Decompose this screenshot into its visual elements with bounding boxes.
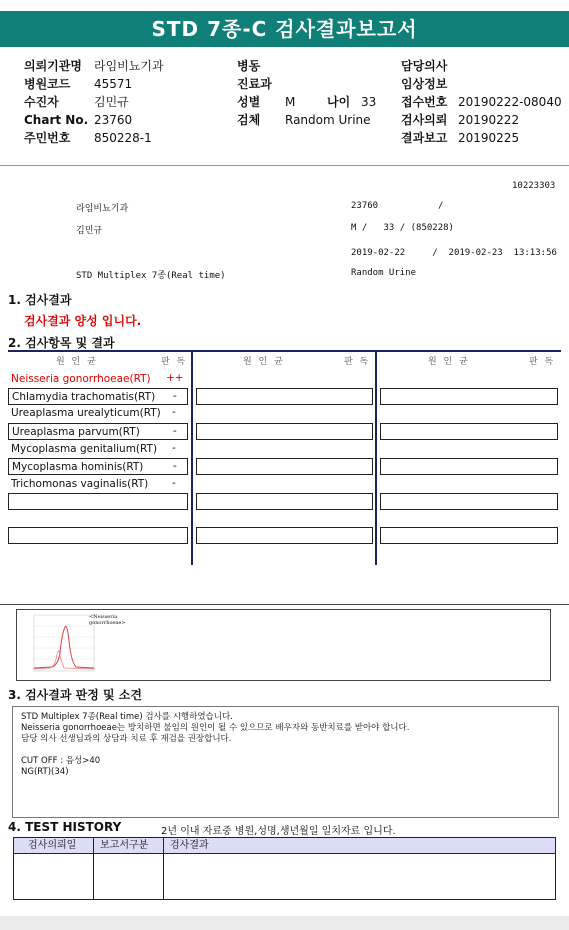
empty-row bbox=[196, 423, 373, 440]
header-row bbox=[24, 57, 164, 75]
field-label: 접수번호 bbox=[401, 95, 448, 109]
judgement-text-box: STD Multiplex 7종(Real time) 검사를 시행하였습니다. Neisseria gonorrhoeae는 방치하면 불임의 원인이 될 수 있으므로 배우자와 동반치료를 받아야 합니다. 담당 의사 선생님과의 상담과 치료 후 재검을 권장합니다. CUT OFF : 음성>40 NG(RT)(34) bbox=[12, 706, 559, 818]
field-value: 김민규 bbox=[94, 95, 129, 109]
col-header-pathogen: 원 인 균 bbox=[56, 357, 98, 367]
col-header-judge: 판 독 bbox=[529, 357, 556, 367]
header-row bbox=[401, 111, 562, 129]
header-divider bbox=[0, 165, 569, 166]
field-label: 결과보고 bbox=[401, 131, 448, 145]
result-row bbox=[8, 371, 188, 388]
empty-row bbox=[196, 458, 373, 475]
pathogen-result: ++ bbox=[166, 372, 184, 384]
col-header-judge: 판 독 bbox=[344, 357, 371, 367]
field-value: 23760 bbox=[94, 113, 133, 127]
specimen-value: Random Urine bbox=[285, 113, 371, 127]
field-value: 라임비뇨기과 bbox=[94, 59, 164, 73]
amplification-curve-graph bbox=[24, 613, 96, 679]
sex-label: 성별 bbox=[237, 95, 261, 109]
pathogen-result: - bbox=[172, 406, 176, 418]
pathogen-result: - bbox=[172, 442, 176, 454]
empty-row bbox=[380, 458, 558, 475]
history-note: 2년 이내 자료중 병원,성명,생년월일 일치자료 입니다. bbox=[161, 826, 396, 837]
pathogen-name: Mycoplasma hominis(RT) bbox=[12, 461, 144, 473]
col-header-pathogen: 원 인 균 bbox=[428, 357, 470, 367]
field-label: 담당의사 bbox=[401, 59, 448, 73]
result-row bbox=[8, 441, 188, 458]
field-value: 850228-1 bbox=[94, 131, 152, 145]
field-value: 20190222-08040 bbox=[458, 95, 562, 109]
sex-value: M bbox=[285, 95, 296, 109]
section1-title: 1. 검사결과 bbox=[8, 293, 72, 307]
field-label: 주민번호 bbox=[24, 131, 71, 145]
report-title: STD 7종-C 검사결과보고서 bbox=[0, 11, 569, 47]
pathogen-name: Neisseria gonorrhoeae(RT) bbox=[11, 373, 151, 385]
empty-row bbox=[196, 527, 373, 544]
detail-patient: 김민규 bbox=[76, 226, 103, 236]
empty-row bbox=[380, 493, 558, 510]
field-label: 의뢰기관명 bbox=[24, 59, 82, 73]
empty-row bbox=[380, 423, 558, 440]
empty-row bbox=[380, 527, 558, 544]
field-value: 20190222 bbox=[458, 113, 520, 127]
detail-chart: 23760 bbox=[351, 201, 379, 211]
result-summary: 검사결과 양성 입니다. bbox=[24, 314, 142, 328]
svg-text:·: · bbox=[25, 647, 26, 651]
history-col-result: 검사결과 bbox=[170, 840, 209, 851]
field-label: 수진자 bbox=[24, 95, 59, 109]
result-row bbox=[8, 388, 188, 405]
grid-divider bbox=[191, 350, 193, 565]
section-divider bbox=[0, 604, 569, 605]
header-row bbox=[24, 75, 164, 93]
header-row bbox=[401, 129, 562, 147]
history-col-divider bbox=[93, 854, 94, 899]
age-label: 나이 bbox=[327, 95, 351, 109]
history-table-header bbox=[13, 837, 556, 854]
header-row bbox=[237, 111, 397, 129]
section3-title: 3. 검사결과 판정 및 소견 bbox=[8, 688, 142, 702]
section2-title: 2. 검사항목 및 결과 bbox=[8, 336, 115, 350]
pathogen-name: Ureaplasma urealyticum(RT) bbox=[11, 407, 161, 419]
detail-test-name: STD Multiplex 7종(Real time) bbox=[76, 271, 226, 281]
grid-divider bbox=[375, 350, 377, 565]
specimen-label: 검체 bbox=[237, 113, 261, 127]
detail-specimen: Random Urine bbox=[351, 268, 417, 278]
footer-band bbox=[0, 916, 569, 930]
svg-text:·: · bbox=[25, 614, 26, 618]
detail-dates: 2019-02-22 / 2019-02-23 13:13:56 bbox=[351, 248, 557, 258]
col-header-judge: 판 독 bbox=[161, 357, 188, 367]
age-value: 33 bbox=[361, 95, 377, 109]
header-row bbox=[237, 75, 397, 93]
result-row bbox=[8, 405, 188, 422]
empty-row bbox=[8, 527, 188, 544]
svg-text:·: · bbox=[25, 636, 26, 640]
empty-row bbox=[380, 388, 558, 405]
header-row bbox=[237, 93, 397, 111]
pathogen-name: Chlamydia trachomatis(RT) bbox=[12, 391, 156, 403]
history-col-request-date: 검사의뢰일 bbox=[14, 838, 94, 853]
pathogen-result: - bbox=[172, 477, 176, 489]
empty-row bbox=[196, 388, 373, 405]
header-row bbox=[401, 75, 562, 93]
empty-row bbox=[196, 493, 373, 510]
field-label: 임상정보 bbox=[401, 77, 448, 91]
dept-label: 진료과 bbox=[237, 77, 272, 91]
amplification-graph-box bbox=[16, 609, 551, 681]
results-grid-top-rule bbox=[8, 350, 561, 352]
field-label: Chart No. bbox=[24, 113, 89, 127]
ward-label: 병동 bbox=[237, 59, 261, 73]
history-table-body bbox=[13, 853, 556, 900]
header-row bbox=[401, 57, 562, 75]
detail-hospital: 라임비뇨기과 bbox=[76, 204, 129, 214]
empty-row bbox=[8, 493, 188, 510]
report-code: 10223303 bbox=[512, 181, 556, 191]
detail-sex-age: M / 33 / (850228) bbox=[351, 223, 454, 233]
header-row bbox=[401, 93, 562, 111]
header-col2 bbox=[237, 57, 397, 129]
field-label: 병원코드 bbox=[24, 77, 71, 91]
pathogen-result: - bbox=[173, 390, 177, 402]
header-row bbox=[24, 111, 164, 129]
field-label: 검사의뢰 bbox=[401, 113, 448, 127]
svg-text:·: · bbox=[25, 658, 26, 662]
history-col-divider bbox=[163, 854, 164, 899]
field-value: 45571 bbox=[94, 77, 133, 91]
result-row bbox=[8, 476, 188, 493]
graph-plot-area bbox=[34, 615, 94, 671]
graph-label: <Neisseria gonorrhoeae> bbox=[89, 614, 126, 626]
result-row bbox=[8, 423, 188, 440]
header-row bbox=[237, 57, 397, 75]
header-row bbox=[24, 93, 164, 111]
field-value: 20190225 bbox=[458, 131, 520, 145]
pathogen-result: - bbox=[173, 425, 177, 437]
pathogen-name: Mycoplasma genitalium(RT) bbox=[11, 443, 158, 455]
detail-chart-slash: / bbox=[438, 201, 444, 211]
header-col1 bbox=[24, 57, 164, 147]
pathogen-name: Ureaplasma parvum(RT) bbox=[12, 426, 140, 438]
header-col3 bbox=[401, 57, 562, 147]
result-row bbox=[8, 458, 188, 475]
history-col-report-type: 보고서구분 bbox=[94, 838, 164, 853]
section4-title: 4. TEST HISTORY bbox=[8, 820, 122, 834]
header-row bbox=[24, 129, 164, 147]
col-header-pathogen: 원 인 균 bbox=[243, 357, 285, 367]
pathogen-result: - bbox=[173, 460, 177, 472]
pathogen-name: Trichomonas vaginalis(RT) bbox=[11, 478, 149, 490]
svg-text:·: · bbox=[25, 625, 26, 629]
